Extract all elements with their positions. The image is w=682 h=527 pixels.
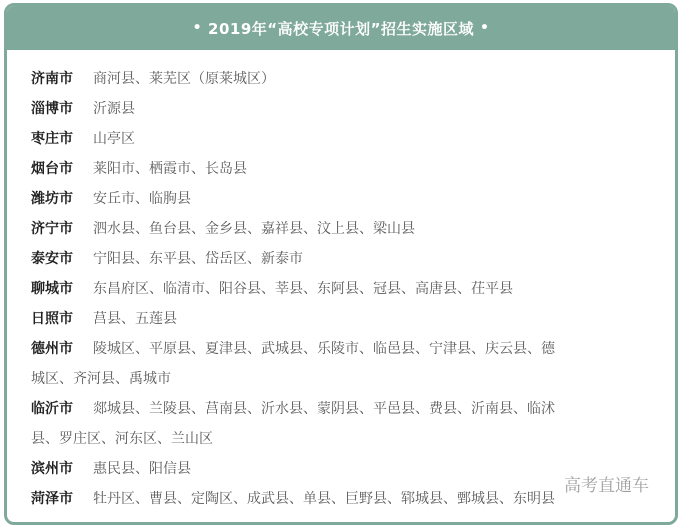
list-item <box>31 154 661 184</box>
list-item <box>31 64 661 94</box>
card-title: 2019年“高校专项计划”招生实施区域 <box>208 19 474 38</box>
area-list: 安丘市、临朐县 <box>93 191 191 207</box>
city-name: 日照市 <box>31 311 73 327</box>
city-name: 烟台市 <box>31 161 73 177</box>
list-item <box>31 334 661 364</box>
area-list: 沂源县 <box>93 101 135 117</box>
list-item <box>31 124 661 154</box>
card-header <box>7 6 675 50</box>
area-list: 牡丹区、曹县、定陶区、成武县、单县、巨野县、郓城县、鄄城县、东明县 <box>93 491 555 507</box>
city-name: 济宁市 <box>31 221 73 237</box>
city-name: 淄博市 <box>31 101 73 117</box>
list-item <box>31 214 661 244</box>
area-list: 莱阳市、栖霞市、长岛县 <box>93 161 247 177</box>
area-list-continuation: 城区、齐河县、禹城市 <box>31 371 171 387</box>
list-item <box>31 274 661 304</box>
area-list: 郯城县、兰陵县、莒南县、沂水县、蒙阴县、平邑县、费县、沂南县、临沭 <box>93 401 555 417</box>
area-list: 泗水县、鱼台县、金乡县、嘉祥县、汶上县、梁山县 <box>93 221 415 237</box>
city-name: 济南市 <box>31 71 73 87</box>
list-item <box>31 394 661 424</box>
city-name: 枣庄市 <box>31 131 73 147</box>
area-list: 商河县、莱芜区（原莱城区） <box>93 71 275 87</box>
city-name: 临沂市 <box>31 401 73 417</box>
city-name: 滨州市 <box>31 461 73 477</box>
watermark-text: 高考直通车 <box>564 476 649 496</box>
bullet-icon: • <box>192 20 203 36</box>
area-list: 莒县、五莲县 <box>93 311 177 327</box>
area-list: 陵城区、平原县、夏津县、武城县、乐陵市、临邑县、宁津县、庆云县、德 <box>93 341 555 357</box>
list-item <box>31 244 661 274</box>
area-list: 宁阳县、东平县、岱岳区、新泰市 <box>93 251 303 267</box>
bullet-icon: • <box>479 20 490 36</box>
city-name: 泰安市 <box>31 251 73 267</box>
list-item <box>31 94 661 124</box>
region-list <box>31 64 661 514</box>
list-item <box>31 304 661 334</box>
area-list: 东昌府区、临清市、阳谷县、莘县、东阿县、冠县、高唐县、茌平县 <box>93 281 513 297</box>
list-item <box>31 184 661 214</box>
region-card <box>4 3 678 525</box>
city-name: 菏泽市 <box>31 491 73 507</box>
area-list: 惠民县、阳信县 <box>93 461 191 477</box>
city-name: 聊城市 <box>31 281 73 297</box>
city-name: 德州市 <box>31 341 73 357</box>
area-list-continuation: 县、罗庄区、河东区、兰山区 <box>31 431 213 447</box>
city-name: 潍坊市 <box>31 191 73 207</box>
area-list: 山亭区 <box>93 131 135 147</box>
